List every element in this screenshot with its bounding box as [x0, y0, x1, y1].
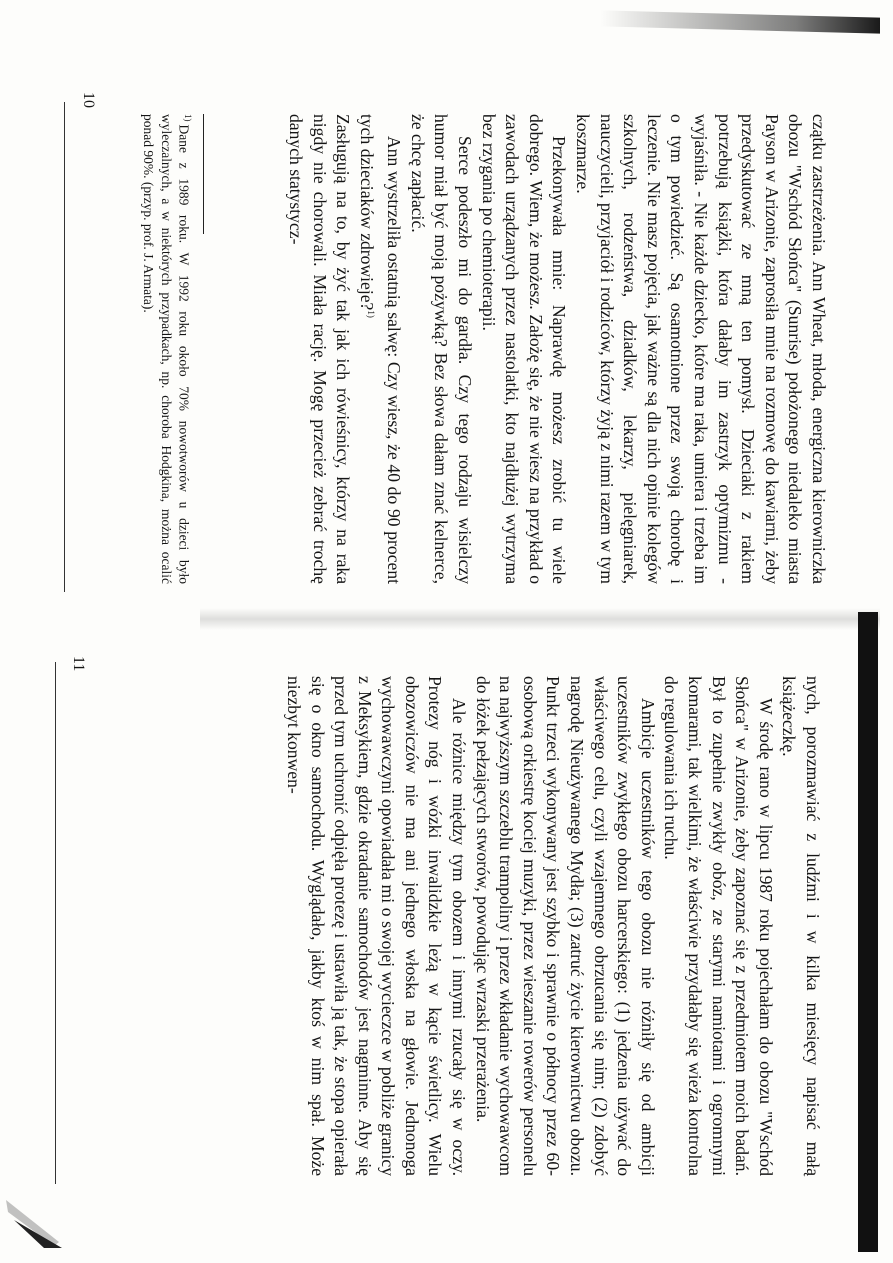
paragraph	[354, 114, 405, 584]
footnote-reference: 1)	[365, 310, 376, 318]
paragraph: czątku zastrzeżenia. Ann Wheat, młoda, energiczna kierowniczka obozu "Wschód Słońca" (Sunrise) położonego niedaleko miasta Payson w Arizonie, zaprosiła mnie na rozmowę do kawiarni, żeby przedyskutować ze mną ten pomysł. Dzieciaki z rakiem potrzebują książki, która dałaby im zastrzyk optymizmu - wyjaśniła. - Nie każde dziecko, które ma raka, umiera i trzeba im o tym powiedzieć. Są osamotnione przez swoją chorobę i leczenie. Nie masz pojęcia, jak ważne są dla nich opinie kolegów szkolnych, rodzeństwa, dziadków, lekarzy, pielęgniarek, nauczycieli, przyjaciół i rodziców, którzy żyją z nimi razem w tym koszmarze.	[573, 114, 829, 584]
page-number: 10	[80, 92, 97, 108]
paragraph: Ale różnice między tym obozem i innymi rzucały się w oczy. Protezy nóg i wózki inwalidzkie leżą w kącie świetlicy. Wielu obozowiczów nie ma ani jednego włoska na głowie. Jednonoga wychowawczyni opowiadała mi o swojej wycieczce w pobliże granicy z Meksykiem, gdzie okradanie samochodów jest nagminne. Aby się przed tym uchronić odpięła protezę i ustawiła ją tak, że stopa opierała się o okno samochodu. Wyglądało, jakby ktoś w nim spał. Może niezbyt konwen-	[283, 676, 470, 1176]
paragraph: Zasługują na to, by żyć tak jak ich rówieśnicy, którzy na raka nigdy nie chorowali. Miała rację. Mogę przecież zebrać trochę danych statystycz-	[286, 114, 354, 584]
book-page-11	[28, 652, 848, 1204]
page-number: 11	[70, 656, 87, 672]
paragraph: Serce podeszło mi do gardła. Czy tego rodzaju wisielczy humor miał być moją pożywką? Bez słowa dałam znać kelnerce, że chcę zapłacić.	[407, 114, 476, 584]
paragraph: Przekonywała mnie: Naprawdę możesz zrobić tu wiele dobrego. Wiem, że możesz. Założę się, że nie wiesz na przykład o zawodach urządzanych przez nastolatki, kto najdłużej wytrzyma bez rzygania po chemioterapii.	[478, 114, 570, 584]
footnote	[140, 114, 196, 584]
footnote-text: Dane z 1989 roku. W 1992 roku około 70% nowotworów u dzieci było wyleczalnych, a w niektórych przypadkach, np. choroba Hodgkina, można ocalić ponad 90%. (przyp. prof. J. Armata).	[141, 114, 192, 584]
paragraph-text: Ann wystrzeliła ostatnią salwę: Czy wiesz, że 40 do 90 procent tych dzieciaków zdrowieje?	[356, 114, 405, 584]
footnote-marker: 1)	[183, 114, 193, 122]
page-edge-rule	[64, 102, 65, 592]
scan-binding-shadow	[858, 612, 878, 1252]
page-10-body	[283, 114, 830, 584]
page-11-body	[281, 676, 824, 1176]
paragraph: W środę rano w lipcu 1987 roku pojechałam do obozu "Wschód Słońca" w Arizonie, żeby zapoznać się z przedmiotem moich badań. Był to zupełnie zwykły obóz, ze starymi namiotami i ogromnymi komarami, tak wielkimi, że właściwie przydałaby się wieża kontrolna do regulowania ich ruchu.	[661, 676, 776, 1176]
footnote-separator	[203, 114, 204, 234]
scan-shadow-top	[600, 10, 880, 33]
paragraph: Ambicje uczestników tego obozu nie różniły się od ambicji uczestników zwykłego obozu harcerskiego: (1) jedzenia używać do właściwego celu, czyli wzajemnego obrzucania się nim; (2) zdobyć nagrodę Nieużywanego Mydła; (3) zatruć życie kierownictwu obozu. Punkt trzeci wykonywany jest szybko i sprawnie o północy przez 60-osobową orkiestrę kociej muzyki, przez wieszanie rowerów personelu na najwyższym szczeblu trampoliny i przez wkładanie wychowawcom do łóżek pełzających stworów, powodując wrzaski przerażenia.	[472, 676, 658, 1176]
paragraph: nych, porozmawiać z ludźmi i w kilka miesięcy napisać małą książeczkę.	[779, 676, 823, 1176]
book-page-10	[38, 92, 850, 612]
page-edge-rule	[55, 662, 56, 1184]
